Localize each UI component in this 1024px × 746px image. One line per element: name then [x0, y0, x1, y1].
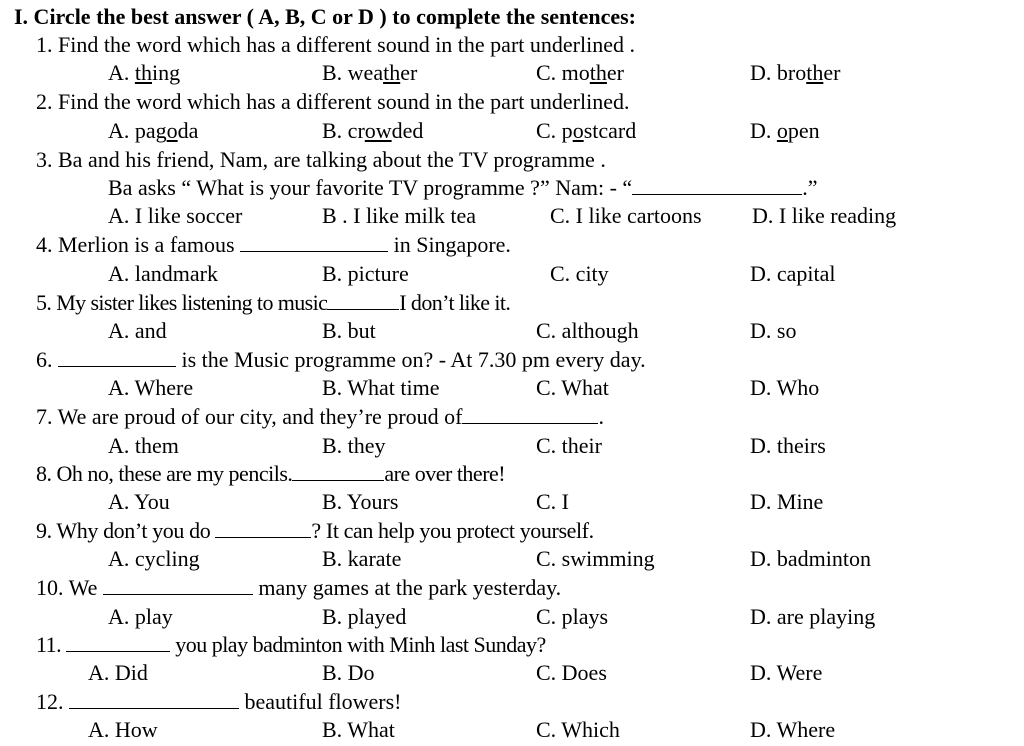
q8-answer-blank[interactable]: [292, 462, 384, 481]
q11-option-b[interactable]: B. Do: [322, 660, 375, 685]
q5-option-d[interactable]: D. so: [750, 318, 797, 343]
q2-option-b[interactable]: B. crowded: [322, 118, 424, 143]
q9-option-d[interactable]: D. badminton: [750, 546, 871, 571]
q12-option-c[interactable]: C. Which: [536, 717, 620, 742]
q8-suffix: are over there!: [384, 461, 506, 486]
q12-option-d[interactable]: D. Where: [750, 717, 836, 742]
q10-suffix: many games at the park yesterday.: [252, 575, 562, 600]
q6-option-b[interactable]: B. What time: [322, 375, 440, 400]
question-3-text: 3. Ba and his friend, Nam, are talking about the TV programme .: [36, 147, 606, 172]
q2-option-d[interactable]: D. open: [750, 118, 820, 143]
q4-prefix: 4. Merlion is a famous: [36, 232, 241, 257]
exercise-heading: I. Circle the best answer ( A, B, C or D ) to complete the sentences:: [14, 4, 636, 29]
q11-prefix: 11.: [36, 632, 67, 657]
q7-option-c[interactable]: C. their: [536, 433, 602, 458]
question-9-text: [36, 518, 594, 544]
q7-suffix: .: [598, 404, 604, 429]
q1-option-d[interactable]: D. brother: [750, 60, 841, 85]
q10-answer-blank[interactable]: [103, 576, 253, 595]
q7-option-d[interactable]: D. theirs: [750, 433, 826, 458]
q4-option-a[interactable]: A. landmark: [108, 261, 218, 286]
q6-option-d[interactable]: D. Who: [750, 375, 820, 400]
q10-option-c[interactable]: C. plays: [536, 604, 609, 629]
q9-option-b[interactable]: B. karate: [322, 546, 402, 571]
question-6-text: [36, 347, 646, 373]
q11-option-a[interactable]: A. Did: [88, 660, 148, 685]
q7-answer-blank[interactable]: [462, 405, 598, 424]
q9-option-c[interactable]: C. swimming: [536, 546, 655, 571]
q3-dialogue-prefix: Ba asks “ What is your favorite TV programme ?” Nam: - “: [108, 175, 633, 200]
q12-option-a[interactable]: A. How: [88, 717, 158, 742]
q5-answer-blank[interactable]: [327, 291, 399, 310]
q9-prefix: 9. Why don’t you do: [36, 518, 216, 543]
q3-option-c[interactable]: C. I like cartoons: [550, 203, 702, 228]
q3-option-a[interactable]: A. I like soccer: [108, 203, 243, 228]
q1-option-a[interactable]: A. thing: [108, 60, 181, 85]
q8-option-d[interactable]: D. Mine: [750, 489, 824, 514]
q7-option-a[interactable]: A. them: [108, 433, 179, 458]
question-12-text: [36, 689, 402, 715]
q4-option-d[interactable]: D. capital: [750, 261, 836, 286]
question-7-text: [36, 404, 604, 430]
q8-option-c[interactable]: C. I: [536, 489, 569, 514]
question-1-text: 1. Find the word which has a different sound in the part underlined .: [36, 32, 635, 57]
question-4-text: [36, 232, 511, 258]
q12-suffix: beautiful flowers!: [239, 689, 402, 714]
q4-option-b[interactable]: B. picture: [322, 261, 409, 286]
q11-option-c[interactable]: C. Does: [536, 660, 607, 685]
q11-answer-blank[interactable]: [66, 633, 170, 652]
q12-prefix: 12.: [36, 689, 69, 714]
q10-prefix: 10. We: [36, 575, 103, 600]
q6-prefix: 6.: [36, 347, 58, 372]
q1-option-c[interactable]: C. mother: [536, 60, 625, 85]
q9-answer-blank[interactable]: [215, 519, 311, 538]
q4-option-c[interactable]: C. city: [550, 261, 609, 286]
question-5-text: [36, 290, 510, 316]
q2-option-a[interactable]: A. pagoda: [108, 118, 199, 143]
q4-answer-blank[interactable]: [240, 233, 388, 252]
q5-option-b[interactable]: B. but: [322, 318, 376, 343]
q8-option-a[interactable]: A. You: [108, 489, 170, 514]
q11-suffix: you play badminton with Minh last Sunday?: [170, 632, 546, 657]
question-10-text: [36, 575, 561, 601]
question-11-text: [36, 632, 546, 658]
q5-prefix: 5. My sister likes listening to music: [36, 290, 328, 315]
q5-option-c[interactable]: C. although: [536, 318, 639, 343]
q10-option-d[interactable]: D. are playing: [750, 604, 876, 629]
q7-prefix: 7. We are proud of our city, and they’re proud of: [36, 404, 463, 429]
q5-option-a[interactable]: A. and: [108, 318, 167, 343]
q8-prefix: 8. Oh no, these are my pencils.: [36, 461, 293, 486]
question-2-text: 2. Find the word which has a different sound in the part underlined.: [36, 89, 630, 114]
q11-option-d[interactable]: D. Were: [750, 660, 823, 685]
question-8-text: [36, 461, 505, 487]
q6-answer-blank[interactable]: [58, 348, 176, 367]
q12-answer-blank[interactable]: [69, 690, 239, 709]
q3-option-b[interactable]: B . I like milk tea: [322, 203, 476, 228]
question-3-dialogue: [108, 175, 817, 201]
q5-suffix: I don’t like it.: [399, 290, 511, 315]
q8-option-b[interactable]: B. Yours: [322, 489, 399, 514]
q7-option-b[interactable]: B. they: [322, 433, 386, 458]
q12-option-b[interactable]: B. What: [322, 717, 395, 742]
q9-suffix: ? It can help you protect yourself.: [311, 518, 594, 543]
q4-suffix: in Singapore.: [388, 232, 511, 257]
q6-suffix: is the Music programme on? - At 7.30 pm every day.: [176, 347, 646, 372]
q10-option-b[interactable]: B. played: [322, 604, 407, 629]
q6-option-c[interactable]: C. What: [536, 375, 609, 400]
q3-dialogue-suffix: .”: [802, 175, 818, 200]
q6-option-a[interactable]: A. Where: [108, 375, 194, 400]
q3-answer-blank[interactable]: [632, 176, 802, 195]
q10-option-a[interactable]: A. play: [108, 604, 173, 629]
q9-option-a[interactable]: A. cycling: [108, 546, 200, 571]
q3-option-d[interactable]: D. I like reading: [752, 203, 897, 228]
q2-option-c[interactable]: C. postcard: [536, 118, 637, 143]
q1-option-b[interactable]: B. weather: [322, 60, 418, 85]
